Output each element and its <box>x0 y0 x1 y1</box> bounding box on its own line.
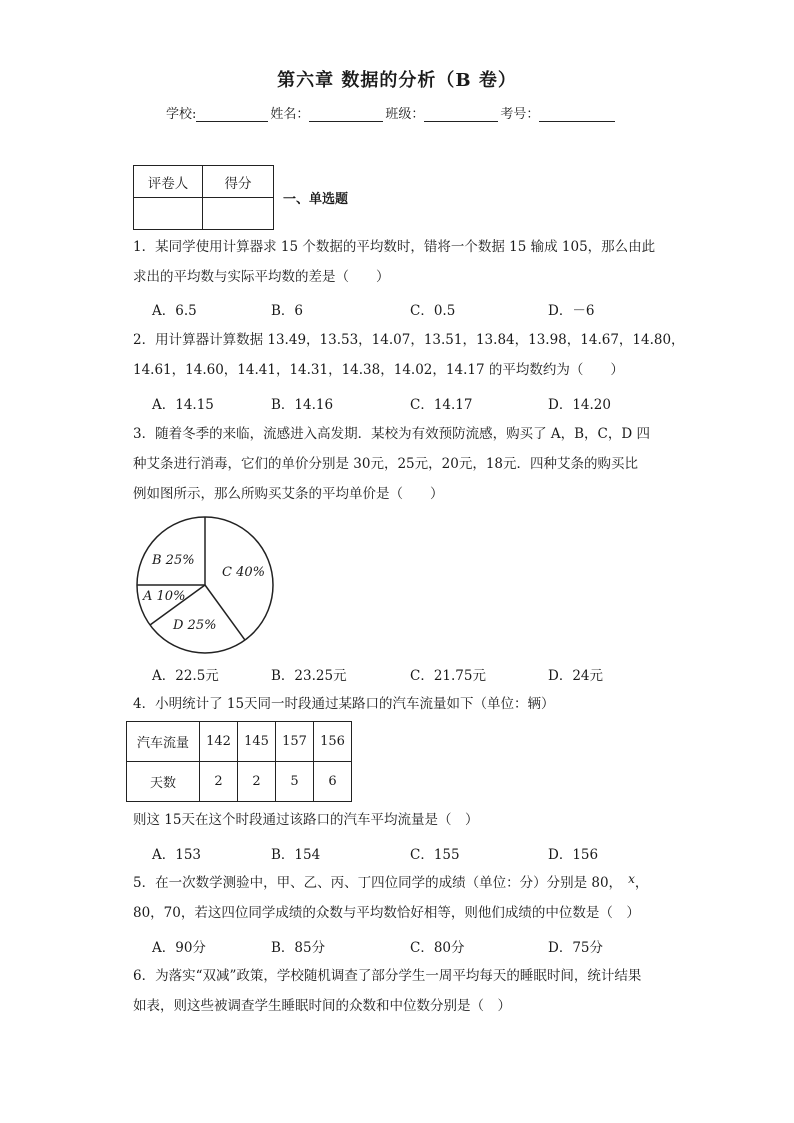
question-4: 4．小明统计了 15天同一时段通过某路口的汽车流量如下（单位：辆） <box>133 696 555 712</box>
id-label: 考号： <box>500 107 540 122</box>
school-blank[interactable] <box>196 107 268 122</box>
q1-option-c[interactable]: C．0.5 <box>410 303 456 319</box>
question-line: 3．随着冬季的来临，流感进入高发期．某校为有效预防流感，购买了 A，B，C，D 四 <box>133 426 650 442</box>
section-title: 一、单选题 <box>283 192 349 207</box>
q2-option-c[interactable]: C．14.17 <box>410 397 473 413</box>
q3-option-a[interactable]: A．22.5元 <box>152 668 219 684</box>
name-blank[interactable] <box>309 107 383 122</box>
q5-option-a[interactable]: A．90分 <box>152 940 206 956</box>
pie-label-d: D 25% <box>173 618 217 633</box>
id-blank[interactable] <box>539 107 615 122</box>
question-line: 1．某同学使用计算器求 15 个数据的平均数时，错将一个数据 15 输成 105，那么由此 <box>133 239 656 255</box>
question-line: 2．用计算器计算数据 13.49，13.53，14.07，13.51，13.84，13.98，14.67，14.80， <box>133 332 685 348</box>
question-line: 5．在一次数学测验中，甲、乙、丙、丁四位同学的成绩（单位：分）分别是 80， x， <box>133 872 649 891</box>
question-line: 如表，则这些被调查学生睡眠时间的众数和中位数分别是（ ） <box>133 998 511 1014</box>
table-cell: 2 <box>238 762 276 802</box>
name-label: 姓名： <box>270 107 310 122</box>
question-line: 种艾条进行消毒，它们的单价分别是 30元，25元，20元，18元．四种艾条的购买比 <box>133 456 639 472</box>
q4-option-c[interactable]: C．155 <box>410 847 460 863</box>
q4-option-b[interactable]: B．154 <box>271 847 321 863</box>
question-line: 80，70，若这四位同学成绩的众数与平均数恰好相等，则他们成绩的中位数是（ ） <box>133 905 640 921</box>
score-cell[interactable] <box>203 198 274 230</box>
question-line: 例如图所示，那么所购买艾条的平均单价是（ ） <box>133 486 444 502</box>
q2-option-a[interactable]: A．14.15 <box>152 397 214 413</box>
variable-x: x <box>628 872 635 886</box>
table-cell: 天数 <box>127 762 200 802</box>
pie-label-b: B 25% <box>152 553 195 568</box>
q4-option-d[interactable]: D．156 <box>548 847 599 863</box>
q2-option-d[interactable]: D．14.20 <box>548 397 611 413</box>
question-line: 求出的平均数与实际平均数的差是（ ） <box>133 269 390 285</box>
q5-option-c[interactable]: C．80分 <box>410 940 465 956</box>
traffic-table <box>126 721 352 802</box>
table-cell: 157 <box>276 722 314 762</box>
table-cell: 5 <box>276 762 314 802</box>
question-6 <box>133 961 641 1021</box>
q3-option-d[interactable]: D．24元 <box>548 668 604 684</box>
question-2 <box>133 325 685 385</box>
q5-option-d[interactable]: D．75分 <box>548 940 604 956</box>
table-cell: 汽车流量 <box>127 722 200 762</box>
q3-option-b[interactable]: B．23.25元 <box>271 668 347 684</box>
class-label: 班级： <box>385 107 425 122</box>
school-label: 学校: <box>166 107 197 122</box>
table-row <box>127 722 352 762</box>
page-title: 第六章 数据的分析（B 卷） <box>277 70 517 91</box>
table-row <box>127 762 352 802</box>
q1-option-d[interactable]: D．－6 <box>548 303 595 319</box>
q4-option-a[interactable]: A．153 <box>152 847 202 863</box>
class-blank[interactable] <box>424 107 498 122</box>
q3-option-c[interactable]: C．21.75元 <box>410 668 486 684</box>
table-cell: 156 <box>314 722 352 762</box>
pie-label-c: C 40% <box>222 565 265 580</box>
question-1 <box>133 232 655 292</box>
grader-cell[interactable] <box>134 198 203 230</box>
grader-header: 评卷人 <box>134 166 203 198</box>
question-line: 14.61，14.60，14.41，14.31，14.38，14.02，14.17 的平均数约为（ ） <box>133 362 624 378</box>
student-info-line <box>166 103 617 122</box>
pie-label-a: A 10% <box>143 589 186 604</box>
q5-option-b[interactable]: B．85分 <box>271 940 326 956</box>
q2-option-b[interactable]: B．14.16 <box>271 397 334 413</box>
question-5 <box>133 868 648 928</box>
q1-option-b[interactable]: B．6 <box>271 303 304 319</box>
pie-chart <box>130 510 280 660</box>
question-3 <box>133 419 650 509</box>
q1-option-a[interactable]: A．6.5 <box>152 303 197 319</box>
score-header: 得分 <box>203 166 274 198</box>
table-cell: 145 <box>238 722 276 762</box>
grader-table <box>133 165 274 230</box>
question-line: 6．为落实“双减”政策，学校随机调查了部分学生一周平均每天的睡眠时间，统计结果 <box>133 968 642 984</box>
table-cell: 142 <box>200 722 238 762</box>
table-cell: 2 <box>200 762 238 802</box>
question-4-follow: 则这 15天在这个时段通过该路口的汽车平均流量是（ ） <box>133 812 479 828</box>
table-cell: 6 <box>314 762 352 802</box>
